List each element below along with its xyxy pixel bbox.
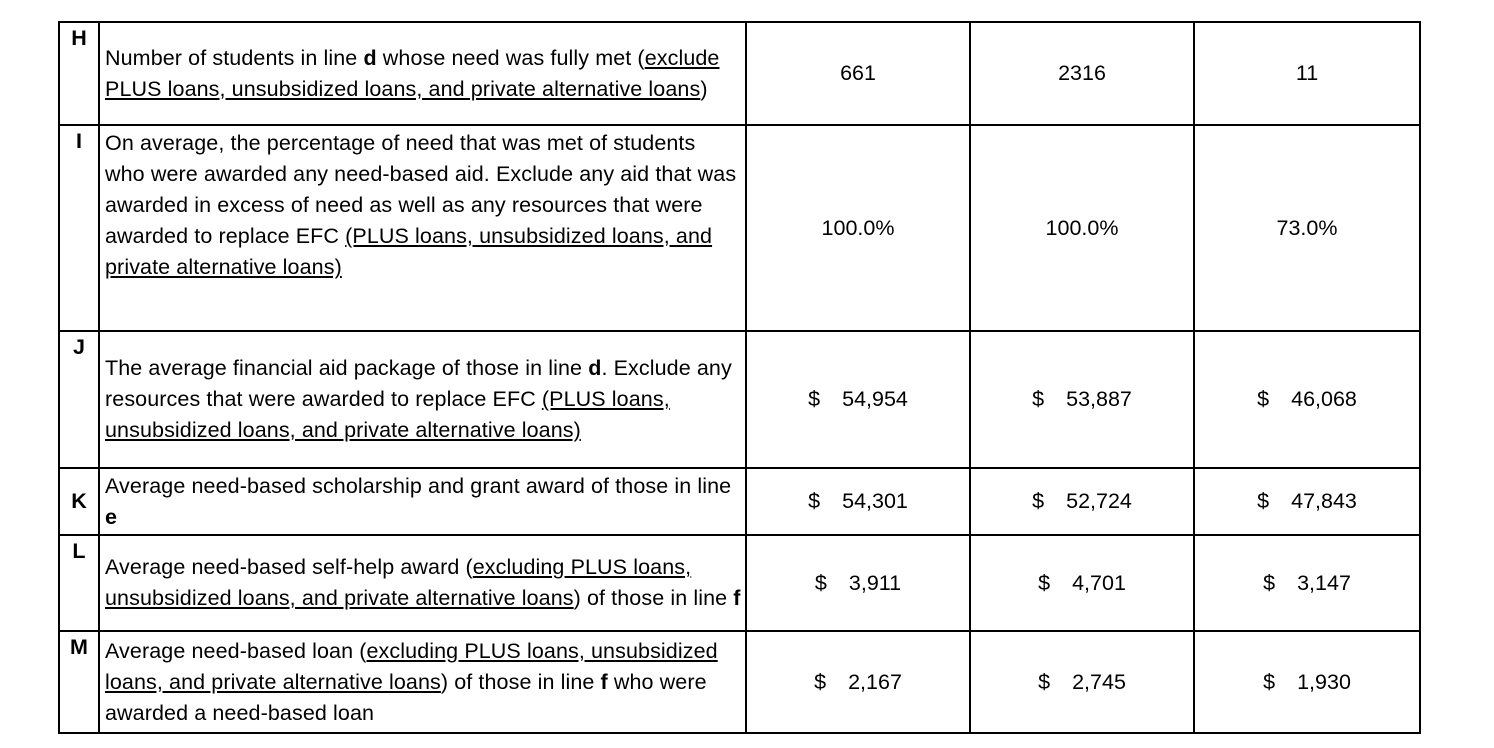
value-cell: 2316 <box>970 22 1194 125</box>
value-cell: 100.0% <box>746 125 970 331</box>
table-row <box>59 631 1420 733</box>
value-cell: 100.0% <box>970 125 1194 331</box>
value-cell: $ 46,068 <box>1194 331 1420 468</box>
table-row <box>59 535 1420 631</box>
row-description: Number of students in line d whose need was fully met (exclude PLUS loans, unsubsidized loans, and private alternative loans) <box>99 22 746 125</box>
value-cell: $ 3,911 <box>746 535 970 631</box>
value-cell: $ 54,301 <box>746 468 970 535</box>
row-letter: I <box>59 125 99 331</box>
row-letter: L <box>59 535 99 631</box>
table-row <box>59 22 1420 125</box>
row-description: On average, the percentage of need that was met of students who were awarded any need-based aid. Exclude any aid that was awarded in excess of need as well as any resources that were awarded to replace EFC (PLUS loans, unsubsidized loans, and private alternative loans) <box>99 125 746 331</box>
value-cell: 661 <box>746 22 970 125</box>
value-cell: 11 <box>1194 22 1420 125</box>
table-row <box>59 331 1420 468</box>
row-letter: K <box>59 468 99 535</box>
row-description: The average financial aid package of those in line d. Exclude any resources that were awarded to replace EFC (PLUS loans, unsubsidized loans, and private alternative loans) <box>99 331 746 468</box>
row-letter: H <box>59 22 99 125</box>
financial-aid-table <box>58 21 1421 734</box>
value-cell: $ 4,701 <box>970 535 1194 631</box>
row-description: Average need-based loan (excluding PLUS loans, unsubsidized loans, and private alternative loans) of those in line f who were awarded a need-based loan <box>99 631 746 733</box>
table-row <box>59 468 1420 535</box>
value-cell: $ 2,745 <box>970 631 1194 733</box>
row-description: Average need-based self-help award (excluding PLUS loans, unsubsidized loans, and private alternative loans) of those in line f <box>99 535 746 631</box>
row-letter: J <box>59 331 99 468</box>
value-cell: $ 2,167 <box>746 631 970 733</box>
value-cell: $ 3,147 <box>1194 535 1420 631</box>
row-letter: M <box>59 631 99 733</box>
value-cell: $ 47,843 <box>1194 468 1420 535</box>
value-cell: $ 53,887 <box>970 331 1194 468</box>
value-cell: $ 52,724 <box>970 468 1194 535</box>
value-cell: $ 1,930 <box>1194 631 1420 733</box>
row-description: Average need-based scholarship and grant award of those in line e <box>99 468 746 535</box>
value-cell: 73.0% <box>1194 125 1420 331</box>
value-cell: $ 54,954 <box>746 331 970 468</box>
table-row <box>59 125 1420 331</box>
